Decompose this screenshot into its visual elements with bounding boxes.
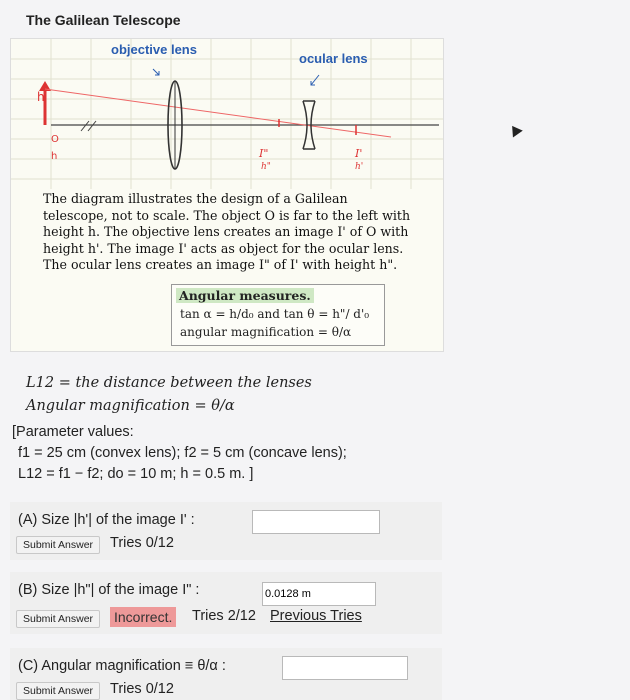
angular-magnification-formula: angular magnification = θ/α bbox=[180, 325, 352, 339]
angular-measures-box bbox=[171, 284, 385, 346]
svg-text:I': I' bbox=[355, 147, 363, 160]
light-ray bbox=[45, 89, 391, 137]
question-a-tries: Tries 0/12 bbox=[110, 535, 174, 551]
question-c-answer-input[interactable] bbox=[282, 656, 408, 680]
question-b-answer-input[interactable] bbox=[262, 582, 376, 606]
question-b-status-badge: Incorrect. bbox=[110, 607, 176, 627]
diagram-caption: The diagram illustrates the design of a Galilean telescope, not to scale. The object O is far to the left with height h. The objective lens creates an image I' of O with height h'. The image I' acts as object for the ocular lens. The ocular lens creates an image I" of I' with height h". bbox=[43, 191, 411, 272]
parameters-header: [Parameter values: bbox=[12, 424, 134, 440]
question-a-answer-input[interactable] bbox=[252, 510, 380, 534]
page-title: The Galilean Telescope bbox=[26, 12, 181, 28]
telescope-diagram bbox=[10, 38, 444, 352]
mouse-cursor-icon bbox=[507, 122, 523, 137]
l12-definition: L12 = the distance between the lenses bbox=[26, 375, 312, 391]
question-a-submit-button[interactable]: Submit Answer bbox=[16, 536, 100, 554]
svg-text:h': h' bbox=[355, 162, 364, 172]
svg-text:h: h bbox=[51, 151, 58, 162]
svg-text:I": I" bbox=[259, 147, 269, 160]
objective-lens-label: objective lens bbox=[111, 42, 197, 57]
question-b-tries: Tries 2/12 bbox=[192, 608, 256, 624]
svg-text:O: O bbox=[51, 134, 59, 145]
parameters-line-1: f1 = 25 cm (convex lens); f2 = 5 cm (concave lens); bbox=[18, 445, 347, 461]
ocular-lens-label: ocular lens bbox=[299, 51, 368, 66]
question-c-tries: Tries 0/12 bbox=[110, 681, 174, 697]
question-b-submit-button[interactable]: Submit Answer bbox=[16, 610, 100, 628]
svg-text:h": h" bbox=[261, 162, 271, 172]
parameters-line-2: L12 = f1 − f2; do = 10 m; h = 0.5 m. ] bbox=[18, 466, 254, 482]
question-b-label: (B) Size |h"| of the image I" : bbox=[18, 582, 200, 598]
angular-measures-title: Angular measures. bbox=[176, 288, 314, 303]
question-c-label: (C) Angular magnification ≡ θ/α : bbox=[18, 658, 226, 674]
svg-text:h: h bbox=[37, 90, 45, 104]
question-b-previous-tries-link[interactable]: Previous Tries bbox=[270, 608, 362, 624]
question-a-label: (A) Size |h'| of the image I' : bbox=[18, 512, 195, 528]
angular-magnification-definition: Angular magnification = θ/α bbox=[26, 398, 235, 414]
angular-measures-formula: tan α = h/d₀ and tan θ = h"/ d'₀ bbox=[180, 307, 370, 321]
question-c-submit-button[interactable]: Submit Answer bbox=[16, 682, 100, 700]
